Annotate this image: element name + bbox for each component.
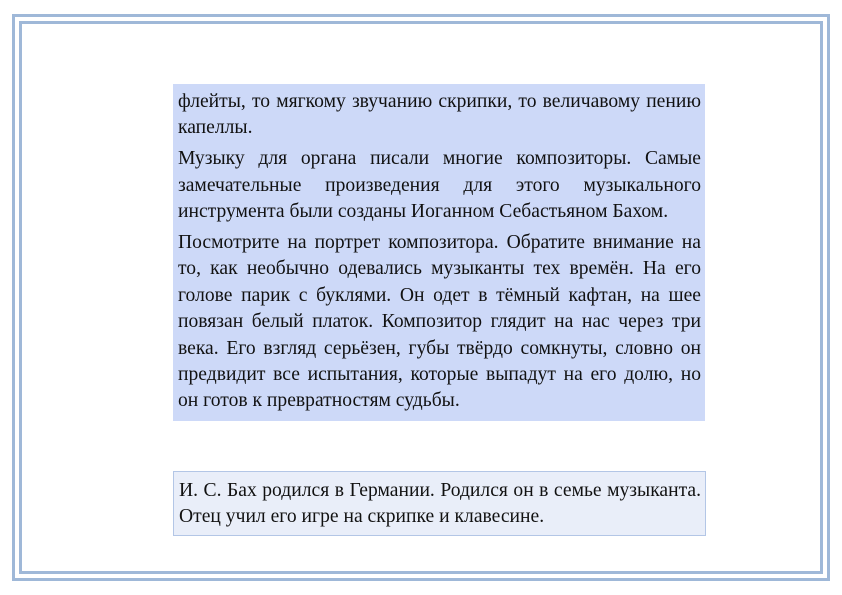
paragraph-3: Посмотрите на портрет композитора. Обратите внимание на то, как необычно одевались музыканты тех времён. На его голове парик с буклями. Он одет в тёмный кафтан, на шее повязан белый платок. Композитор глядит на нас через три века. Его взгляд серьёзен, губы твёрдо сомкнуты, словно он предвидит все испытания, которые выпадут на его долю, но он готов к превратностям судьбы. [178, 232, 701, 412]
caption-box [173, 471, 706, 536]
main-text-block [173, 84, 705, 421]
paragraph-1: флейты, то мягкому звучанию скрипки, то величавому пению капеллы. [178, 91, 701, 139]
caption-text: И. С. Бах родился в Германии. Родился он в семье музыканта. Отец учил его игре на скрипке и клавесине. [179, 480, 701, 528]
paragraph-2: Музыку для органа писали многие композиторы. Самые замечательные произведения для этого музыкального инструмента были созданы Иоганном Себастьяном Бахом. [178, 148, 701, 223]
